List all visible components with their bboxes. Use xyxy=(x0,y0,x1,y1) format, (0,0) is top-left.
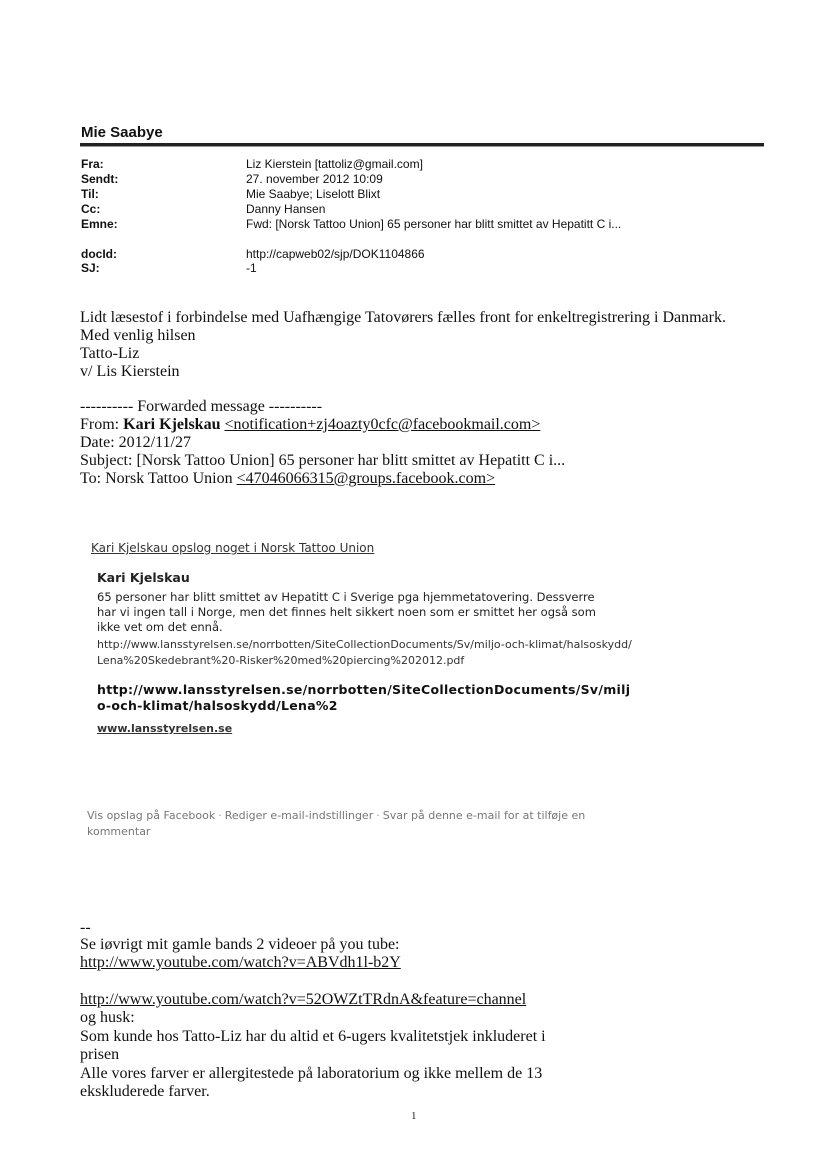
header-label-from: Fra: xyxy=(81,157,104,171)
signature-dashes: -- xyxy=(80,919,91,936)
meta-label-sj: SJ: xyxy=(81,261,100,275)
header-value-from: Liz Kierstein [tattoliz@gmail.com] xyxy=(246,157,423,171)
signature-quality-check: Som kunde hos Tatto-Liz har du altid et 6-ugers kvalitetstjek inkluderet i xyxy=(80,1028,546,1045)
greeting: Med venlig hilsen xyxy=(80,327,196,344)
footer-email-settings-link[interactable]: Rediger e-mail-indstillinger xyxy=(224,809,374,822)
signature-quality-check-cont: prisen xyxy=(80,1046,120,1063)
footer-separator: · xyxy=(218,809,222,822)
forward-to-label: To: Norsk Tattoo Union xyxy=(80,470,237,487)
forward-from xyxy=(80,415,540,434)
header-value-sent: 27. november 2012 10:09 xyxy=(246,172,383,186)
intro-line: Lidt læsestof i forbindelse med Uafhængige Tatovørers fælles front for enkeltregistrering i Danmark. xyxy=(80,309,726,326)
signature-colors-cont: ekskluderede farver. xyxy=(80,1083,210,1100)
forward-to-email-link[interactable]: <47046066315@groups.facebook.com> xyxy=(236,470,496,487)
header-divider xyxy=(80,143,764,147)
forward-date: Date: 2012/11/27 xyxy=(80,434,191,451)
header-value-to: Mie Saabye; Liselott Blixt xyxy=(246,187,381,201)
facebook-post-heading-link[interactable]: Kari Kjelskau opslog noget i Norsk Tattoo Union xyxy=(91,541,375,555)
footer-separator: · xyxy=(376,809,380,822)
youtube-link-1[interactable]: http://www.youtube.com/watch?v=ABVdh1l-b2Y xyxy=(80,954,401,971)
signature-videos-line: Se iøvrigt mit gamle bands 2 videoer på you tube: xyxy=(80,936,400,953)
facebook-post-url[interactable]: http://www.lansstyrelsen.se/norrbotten/SiteCollectionDocuments/Sv/miljo-och-klimat/halsoskydd/Lena%20Skedebrant%20-Risker%20med%20piercing%202012.pdf xyxy=(97,638,632,667)
header-label-sent: Sendt: xyxy=(81,172,119,186)
header-label-subject: Emne: xyxy=(81,217,118,231)
signature-name: Tatto-Liz xyxy=(80,345,140,362)
header-label-to: Til: xyxy=(81,187,99,201)
facebook-link-domain[interactable]: www.lansstyrelsen.se xyxy=(97,722,233,735)
forward-from-label: From: xyxy=(80,416,124,433)
facebook-poster-name: Kari Kjelskau xyxy=(97,570,190,585)
meta-label-docid: docId: xyxy=(81,247,117,261)
signature-remember: og husk: xyxy=(80,1009,135,1026)
forward-to xyxy=(80,469,495,488)
meta-value-sj: -1 xyxy=(246,261,257,275)
forward-separator: ---------- Forwarded message ---------- xyxy=(80,398,323,415)
signature-colors: Alle vores farver er allergitestede på laboratorium og ikke mellem de 13 xyxy=(80,1065,543,1082)
sender-name: Mie Saabye xyxy=(81,124,163,141)
page-number: 1 xyxy=(411,1110,417,1122)
facebook-link-title[interactable]: http://www.lansstyrelsen.se/norrbotten/SiteCollectionDocuments/Sv/miljo-och-klimat/halsoskydd/Lena%2 xyxy=(97,682,631,713)
facebook-footer xyxy=(87,808,587,840)
youtube-link-2[interactable]: http://www.youtube.com/watch?v=52OWZtTRdnA&feature=channel xyxy=(80,991,527,1008)
forward-subject: Subject: [Norsk Tattoo Union] 65 personer har blitt smittet av Hepatitt C i... xyxy=(80,452,566,469)
header-value-subject: Fwd: [Norsk Tattoo Union] 65 personer har blitt smittet av Hepatitt C i... xyxy=(246,217,622,231)
header-value-cc: Danny Hansen xyxy=(246,202,326,216)
forward-from-email-link[interactable]: <notification+zj4oazty0cfc@facebookmail.com> xyxy=(224,416,541,433)
header-label-cc: Cc: xyxy=(81,202,101,216)
meta-value-docid: http://capweb02/sjp/DOK1104866 xyxy=(246,247,425,261)
forward-from-name: Kari Kjelskau xyxy=(123,416,221,433)
facebook-post-message: 65 personer har blitt smittet av Hepatitt C i Sverige pga hjemmetatovering. Dessverre har vi ingen tall i Norge, men det finnes helt sikkert noen som er smittet her også som ikke vet om det ennå. xyxy=(97,590,596,634)
signature-person: v/ Lis Kierstein xyxy=(80,363,180,380)
footer-reply-note: Svar på denne e-mail for at tilføje en kommentar xyxy=(87,809,586,838)
footer-view-on-facebook-link[interactable]: Vis opslag på Facebook xyxy=(87,809,216,822)
